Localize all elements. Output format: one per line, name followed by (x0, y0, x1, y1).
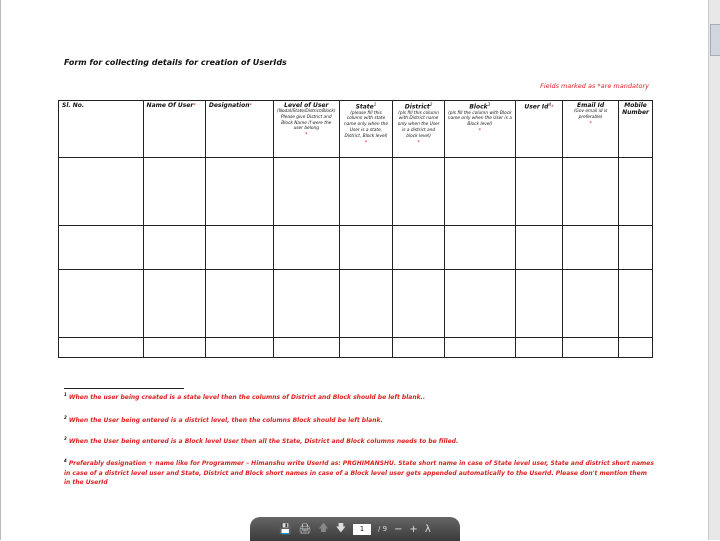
column-label: Block (469, 103, 488, 111)
column-note: (pls fill the column with Block name only when the User is a Block level) (447, 110, 512, 128)
table-cell[interactable] (619, 158, 653, 226)
table-cell[interactable] (619, 338, 653, 358)
column-note: (please fill this column with state name only when the User is a state, District, Block level) (343, 110, 388, 139)
table-cell[interactable] (59, 270, 144, 338)
column-label: Designation (208, 102, 250, 109)
footnote-ref: 4 (548, 102, 552, 107)
print-icon[interactable]: 🖨 (298, 523, 312, 535)
table-cell[interactable] (444, 226, 515, 270)
column-header (515, 101, 562, 158)
footnote-ref: 3 (487, 102, 491, 107)
column-label: User Id (524, 103, 549, 111)
previous-page-icon[interactable]: 🡅 (318, 522, 329, 534)
scrollbar-thumb[interactable] (710, 24, 720, 56)
table-cell[interactable] (205, 270, 273, 338)
table-cell[interactable] (339, 226, 393, 270)
footnote-ref: 1 (373, 102, 377, 107)
acrobat-icon[interactable]: λ (424, 523, 431, 535)
table-cell[interactable] (563, 226, 619, 270)
table-cell[interactable] (515, 270, 562, 338)
zoom-out-icon[interactable]: − (394, 523, 403, 535)
pdf-toolbar (250, 517, 460, 541)
table-cell[interactable] (274, 158, 340, 226)
table-cell[interactable] (143, 270, 205, 338)
column-label: Mobile Number (622, 102, 650, 116)
footnote (64, 458, 654, 488)
table-cell[interactable] (444, 158, 515, 226)
userid-form-table (58, 100, 653, 358)
table-cell[interactable] (619, 226, 653, 270)
column-label: District (404, 103, 430, 111)
table-cell[interactable] (205, 226, 273, 270)
table-cell[interactable] (205, 158, 273, 226)
table-row (59, 270, 653, 338)
column-header (563, 101, 619, 158)
column-header (274, 101, 340, 158)
column-header (143, 101, 205, 158)
table-cell[interactable] (205, 338, 273, 358)
table-cell[interactable] (339, 270, 393, 338)
footnote-text: When the User being entered is a district level, then the columns Block should be left blank. (68, 417, 383, 424)
table-cell[interactable] (619, 270, 653, 338)
required-star: * (305, 132, 308, 139)
footnote (64, 436, 654, 447)
footnote (64, 415, 654, 426)
form-title: Form for collecting details for creation of UserIds (64, 58, 287, 67)
page-number-input[interactable]: 1 (353, 524, 371, 535)
column-header (444, 101, 515, 158)
footnote-number: 1 (64, 392, 67, 397)
table-cell[interactable] (393, 270, 444, 338)
required-star: * (364, 139, 368, 146)
table-cell[interactable] (339, 338, 393, 358)
footnote-ref: 2 (429, 102, 433, 107)
table-cell[interactable] (274, 226, 340, 270)
table-cell[interactable] (59, 158, 144, 226)
column-note: (Nodal/State/District/Block) Please give District and Block Name if were the user belong (277, 109, 336, 132)
footnote-number: 2 (64, 415, 67, 420)
table-cell[interactable] (515, 338, 562, 358)
required-star: * (551, 104, 554, 111)
table-cell[interactable] (444, 338, 515, 358)
save-icon[interactable]: 💾 (279, 523, 292, 535)
vertical-scrollbar[interactable] (708, 0, 720, 540)
table-cell[interactable] (515, 158, 562, 226)
column-label: Level of User (284, 102, 329, 109)
table-cell[interactable] (274, 338, 340, 358)
required-star: * (478, 128, 482, 135)
column-header (339, 101, 393, 158)
table-cell[interactable] (563, 270, 619, 338)
footnote-separator (64, 388, 184, 389)
footnote-number: 3 (64, 436, 67, 441)
table-cell[interactable] (393, 158, 444, 226)
table-row (59, 158, 653, 226)
column-label: Sl. No. (62, 102, 85, 109)
footnote-text: When the user being created is a state level then the columns of District and Block should be left blank.. (68, 394, 426, 401)
column-label: Email Id (577, 102, 605, 109)
zoom-in-icon[interactable]: + (409, 523, 418, 535)
table-cell[interactable] (563, 158, 619, 226)
table-cell[interactable] (393, 226, 444, 270)
table-cell[interactable] (563, 338, 619, 358)
column-label: State (355, 103, 374, 111)
table-row (59, 226, 653, 270)
column-header (619, 101, 653, 158)
footnote-text: Preferably designation + name like for Programmer – Himanshu write UserId as: PRGHIMANSHU. State short name in case of State level user, State and district short names in case of a district level user and State, District and Block short names in case of a Block level user gets appended automatically to the UserId. Please don't mention them in the UserId (64, 460, 654, 487)
table-cell[interactable] (59, 226, 144, 270)
table-cell[interactable] (515, 226, 562, 270)
column-note: (pls fill this column with District name only when the User is a district and block level) (397, 110, 440, 139)
footnote-text: When the User being entered is a Block level User then all the State, District and Block columns needs to be filled. (68, 438, 459, 445)
required-star: * (417, 139, 420, 146)
column-label: Name Of User (146, 102, 194, 109)
table-cell[interactable] (393, 338, 444, 358)
column-header (205, 101, 273, 158)
table-row (59, 338, 653, 358)
column-note: (Gov email id is preferable) (573, 109, 608, 120)
footnote-number: 4 (64, 458, 67, 463)
column-header (59, 101, 144, 158)
required-star: * (249, 103, 252, 109)
table-cell[interactable] (59, 338, 144, 358)
table-cell[interactable] (143, 338, 205, 358)
mandatory-note: Fields marked as *are mandatory (540, 82, 649, 90)
table-cell[interactable] (444, 270, 515, 338)
next-page-icon[interactable]: 🡇 (335, 522, 346, 534)
table-cell[interactable] (339, 158, 393, 226)
page-total: / 9 (377, 525, 388, 533)
required-star: * (193, 103, 196, 109)
column-header (393, 101, 444, 158)
footnote (64, 392, 654, 403)
table-cell[interactable] (143, 226, 205, 270)
table-cell[interactable] (274, 270, 340, 338)
required-star: * (589, 120, 592, 127)
table-cell[interactable] (143, 158, 205, 226)
